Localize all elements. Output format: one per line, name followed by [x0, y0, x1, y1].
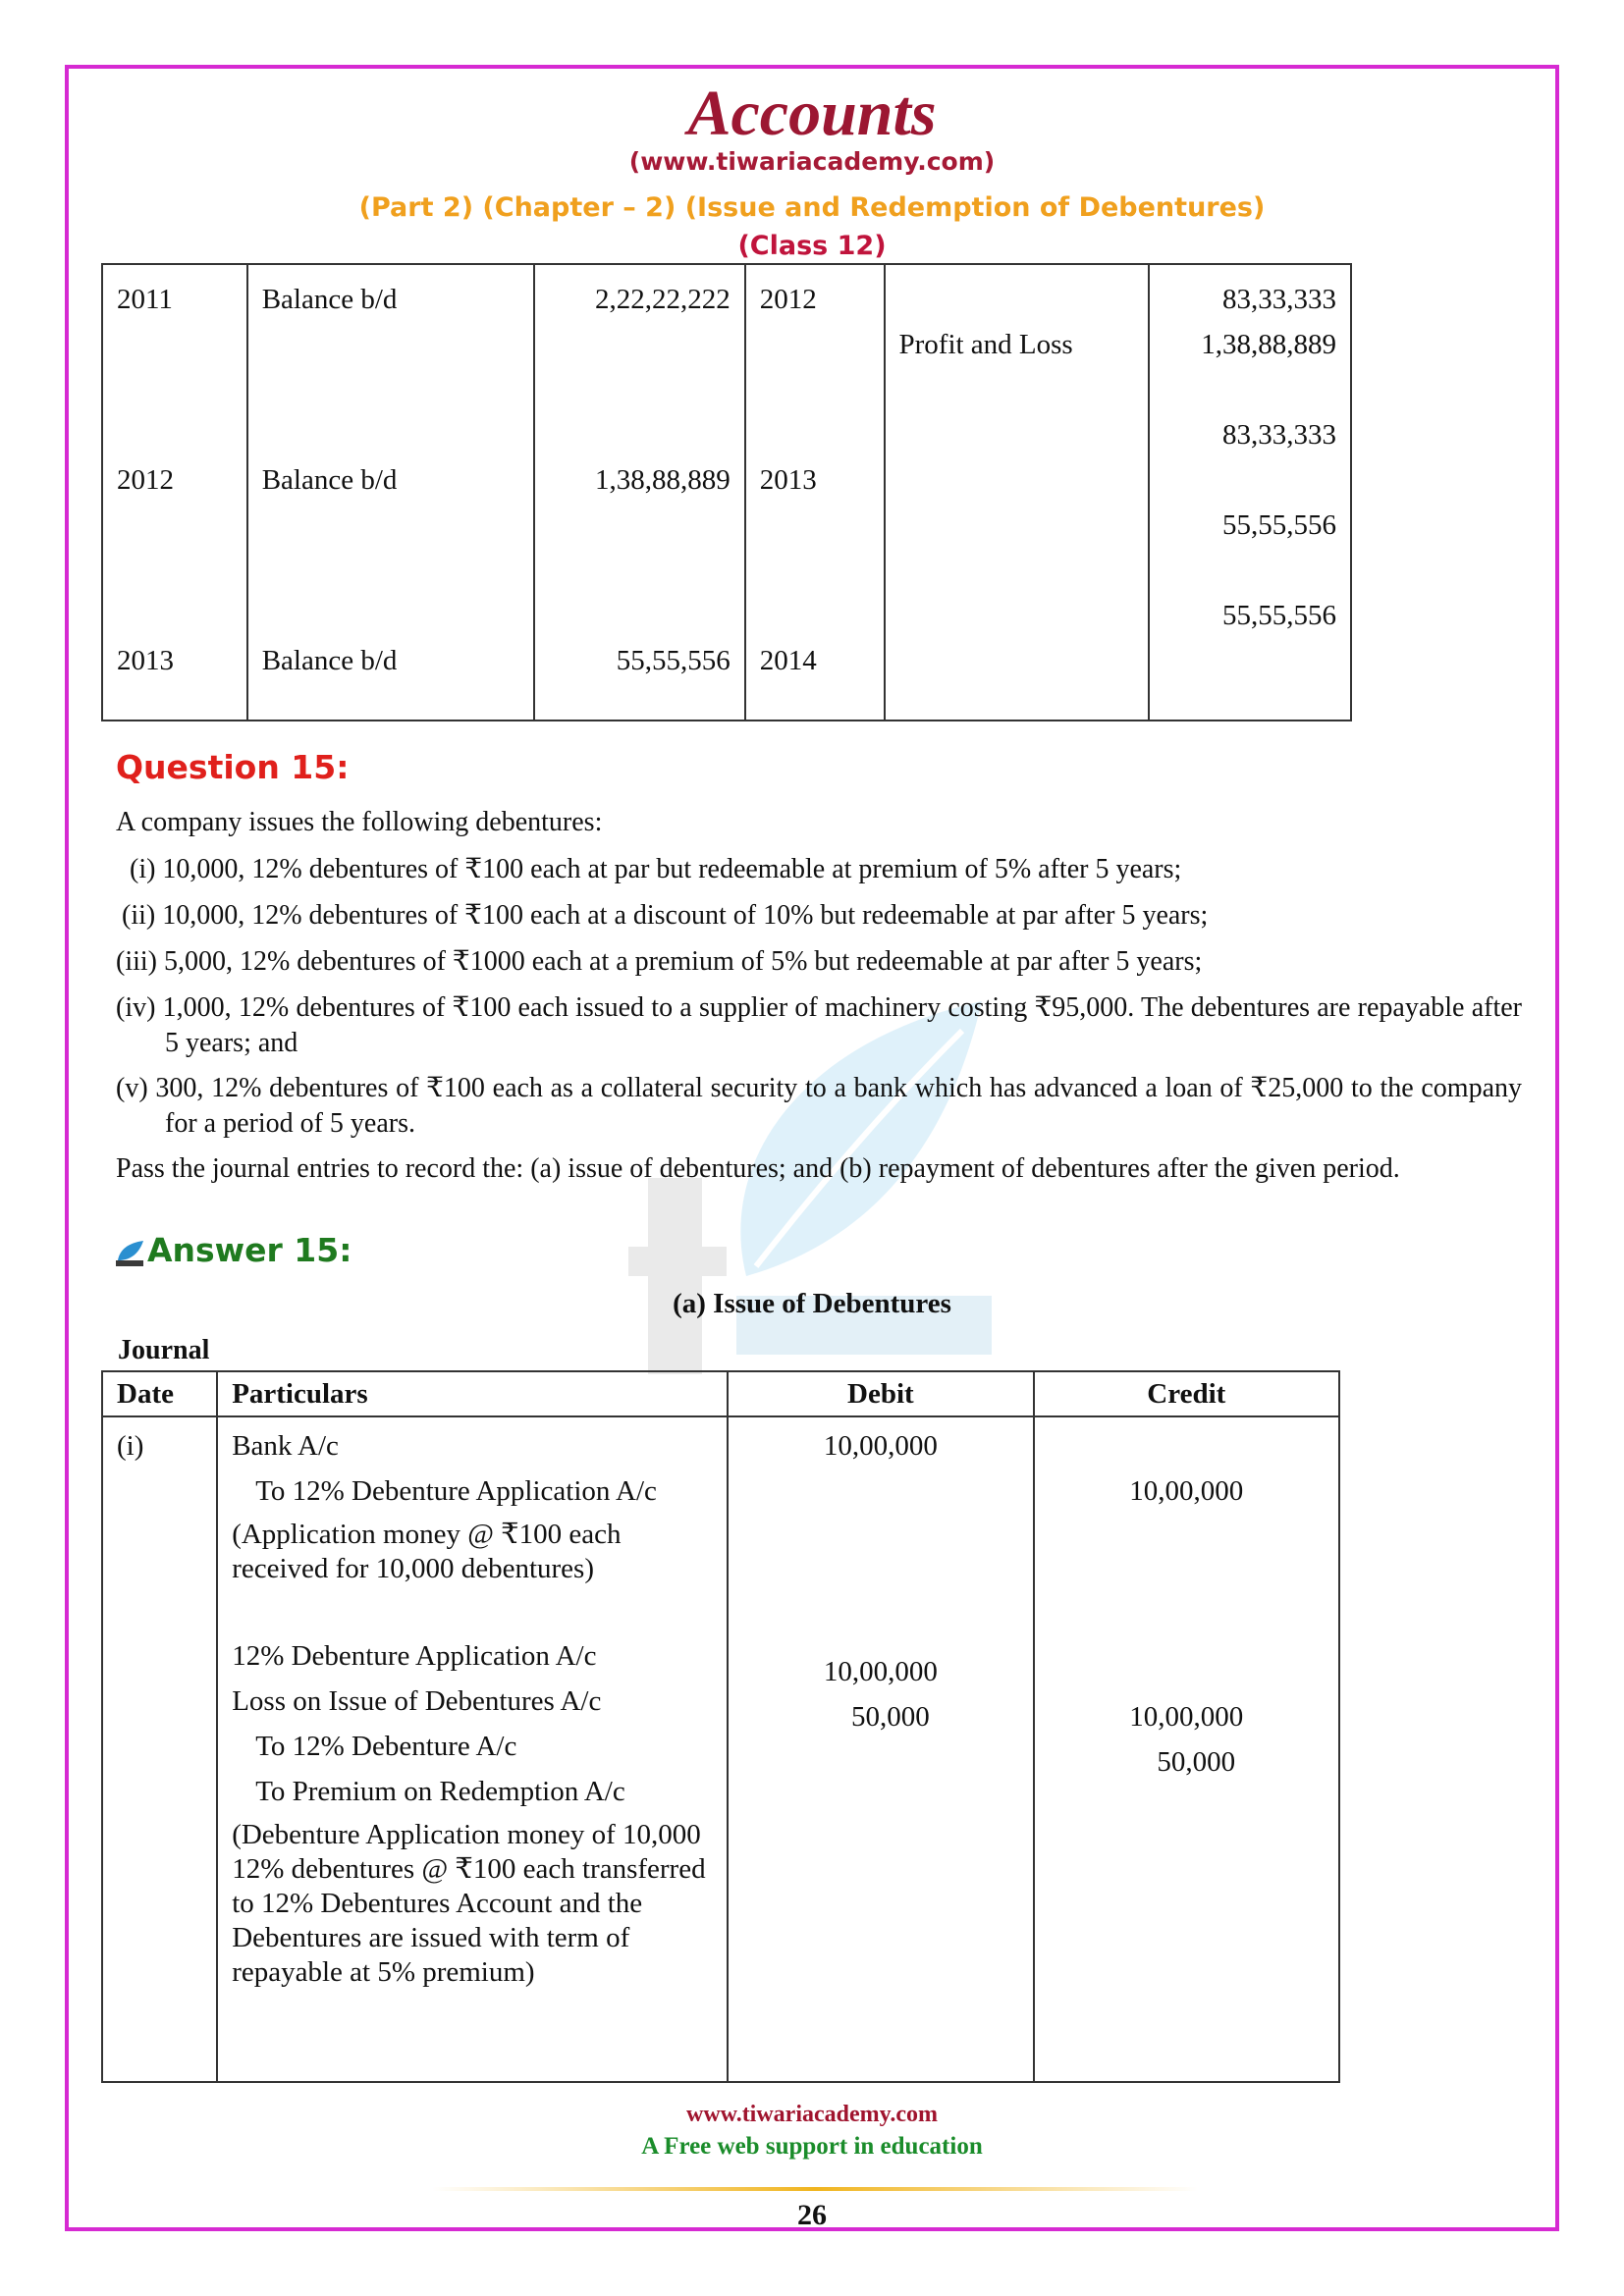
- question-instruction: Pass the journal entries to record the: (a) issue of debentures; and (b) repayment of debentures after the given period.: [116, 1153, 1400, 1184]
- ledger-amount: 55,55,556: [616, 645, 731, 676]
- credit-amount: 10,00,000: [1129, 1475, 1244, 1507]
- journal-table: [101, 1370, 1340, 2083]
- chapter-title: (Part 2) (Chapter – 2) (Issue and Redemption of Debentures): [358, 192, 1266, 223]
- page-title: Accounts: [687, 78, 937, 149]
- ledger-credit-amount: 83,33,333: [1222, 284, 1336, 315]
- column-header-credit: Credit: [1034, 1371, 1339, 1416]
- ledger-desc: Balance b/d: [261, 645, 398, 676]
- debit-amount: 10,00,000: [823, 1656, 938, 1687]
- ledger-desc-column: [247, 264, 534, 721]
- column-header-debit: Debit: [728, 1371, 1033, 1416]
- answer-title: Answer 15:: [147, 1231, 352, 1269]
- question-title: Question 15:: [116, 748, 350, 786]
- ledger-credit-amount: 55,55,556: [1222, 509, 1336, 541]
- journal-label: Journal: [118, 1335, 210, 1365]
- debit-account: Loss on Issue of Debentures A/c: [232, 1685, 602, 1717]
- ledger-desc: Balance b/d: [261, 284, 398, 315]
- answer-subheading: (a) Issue of Debentures: [673, 1288, 951, 1319]
- narration: (Application money @ ₹100 each received for 10,000 debentures): [232, 1519, 622, 1584]
- journal-particulars-cell: [217, 1416, 728, 2082]
- header-url: (www.tiwariacademy.com): [628, 147, 996, 176]
- ledger-year: 2013: [117, 645, 174, 676]
- class-label: (Class 12): [737, 231, 887, 261]
- question-item: (iii) 5,000, 12% debentures of ₹1000 each at a premium of 5% but redeemable at par after 5 years;: [116, 946, 1203, 977]
- ledger-year-column: [102, 264, 247, 721]
- ledger-year2-column: [745, 264, 885, 721]
- page-number: 26: [797, 2199, 827, 2231]
- ledger-year2: 2012: [759, 284, 817, 315]
- question-intro: A company issues the following debentures:: [116, 807, 603, 837]
- credit-account: To Premium on Redemption A/c: [255, 1776, 625, 1807]
- footer-tagline: A Free web support in education: [641, 2133, 983, 2160]
- ledger-credit-amount: 1,38,88,889: [1201, 329, 1336, 360]
- credit-amount: 10,00,000: [1129, 1701, 1244, 1733]
- debit-amount: 10,00,000: [823, 1430, 938, 1462]
- tiwari-logo-icon: [114, 1239, 145, 1268]
- ledger-year2: 2014: [759, 645, 817, 676]
- debit-amount: 50,000: [851, 1701, 930, 1733]
- ledger-credit-amount: 83,33,333: [1222, 419, 1336, 451]
- footer-divider: [432, 2187, 1198, 2191]
- question-item: (i) 10,000, 12% debentures of ₹100 each at par but redeemable at premium of 5% after 5 years;: [130, 854, 1182, 884]
- narration: (Debenture Application money of 10,000 12% debentures @ ₹100 each transferred to 12% Debentures Account and the Debentures are issued with term of repayable at 5% premium): [232, 1819, 706, 1988]
- question-item: (ii) 10,000, 12% debentures of ₹100 each at a discount of 10% but redeemable at par after 5 years;: [122, 900, 1209, 931]
- ledger-table: [101, 263, 1352, 721]
- ledger-amount: 2,22,22,222: [595, 284, 731, 315]
- ledger-credit-amount: 55,55,556: [1222, 600, 1336, 631]
- column-header-particulars: Particulars: [217, 1371, 728, 1416]
- journal-header-row: [102, 1371, 1339, 1416]
- ledger-credit-amount-column: [1149, 264, 1351, 721]
- debit-account: 12% Debenture Application A/c: [232, 1640, 597, 1672]
- ledger-year: 2011: [117, 284, 173, 315]
- journal-debit-cell: [728, 1416, 1033, 2082]
- ledger-credit-particular-column: [885, 264, 1150, 721]
- ledger-amount: 1,38,88,889: [595, 464, 731, 496]
- question-item: (iv) 1,000, 12% debentures of ₹100 each issued to a supplier of machinery costing ₹95,000. The debentures are repayable after 5 years; and: [116, 992, 1522, 1058]
- column-header-date: Date: [102, 1371, 217, 1416]
- ledger-amount-column: [534, 264, 745, 721]
- journal-credit-cell: [1034, 1416, 1339, 2082]
- ledger-year2: 2013: [759, 464, 817, 496]
- credit-account: To 12% Debenture A/c: [255, 1731, 517, 1762]
- ledger-desc: Balance b/d: [261, 464, 398, 496]
- credit-amount: 50,000: [1157, 1746, 1236, 1778]
- question-item: (v) 300, 12% debentures of ₹100 each as a collateral security to a bank which has advanced a loan of ₹25,000 to the company for a period of 5 years.: [116, 1073, 1522, 1139]
- credit-account: To 12% Debenture Application A/c: [255, 1475, 657, 1507]
- journal-date: (i): [117, 1430, 144, 1462]
- footer-url[interactable]: www.tiwariacademy.com: [686, 2102, 938, 2127]
- ledger-year: 2012: [117, 464, 174, 496]
- debit-account: Bank A/c: [232, 1430, 339, 1462]
- ledger-credit-particular: Profit and Loss: [898, 329, 1073, 360]
- journal-date-cell: [102, 1416, 217, 2082]
- journal-entry-row: [102, 1416, 1339, 2082]
